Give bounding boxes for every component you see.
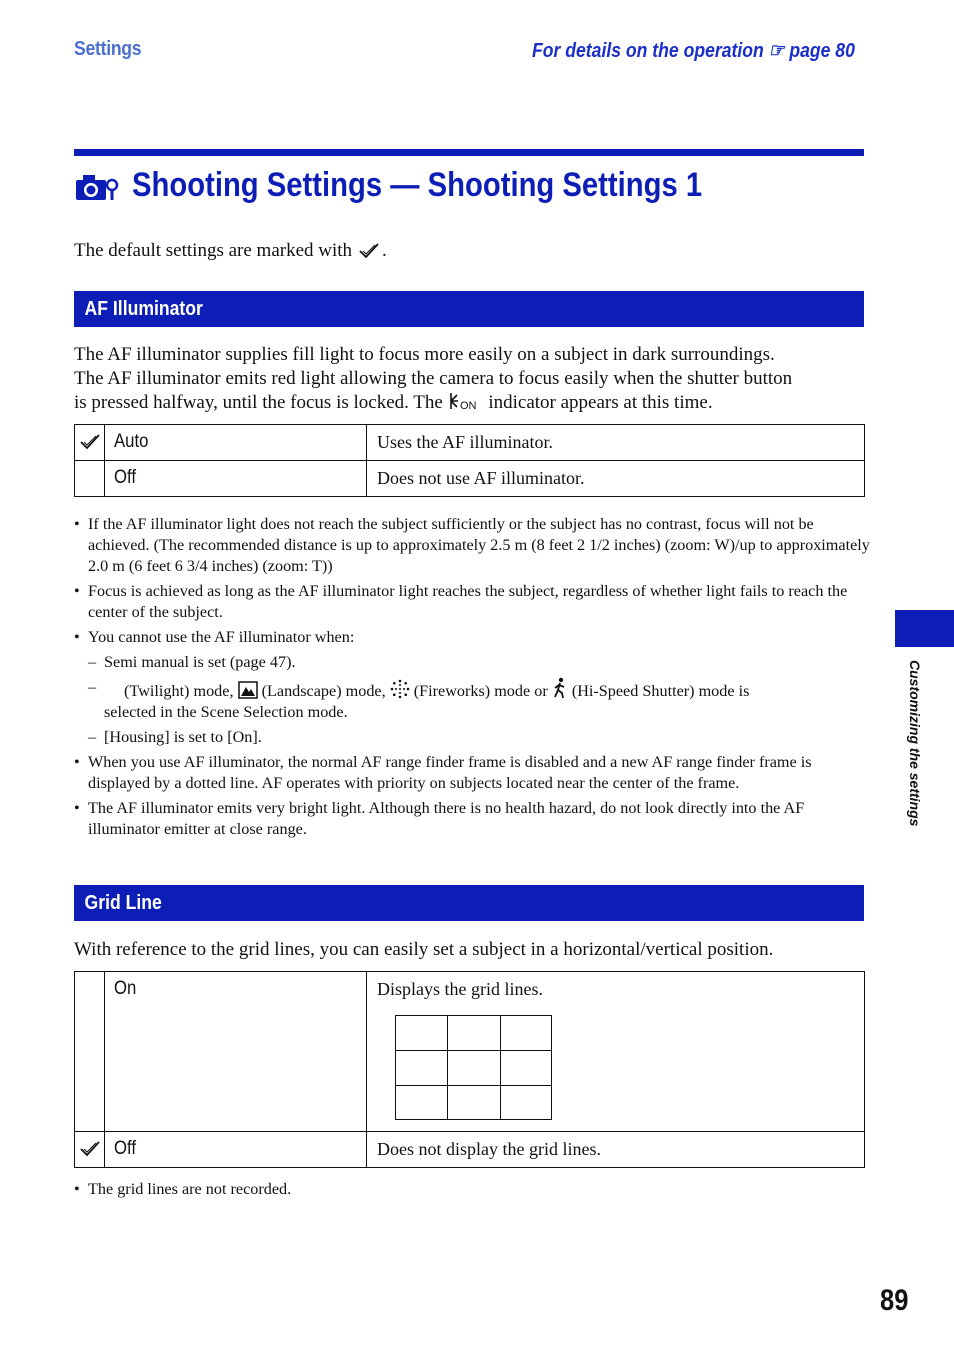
note-bullet: • You cannot use the AF illuminator when:	[74, 627, 874, 648]
note-dash: – [Housing] is set to [On].	[88, 728, 262, 746]
default-marker	[75, 425, 105, 461]
option-name	[105, 972, 367, 1132]
title-rule	[74, 149, 864, 156]
option-name-text: Auto	[114, 431, 149, 452]
note-text: (Twilight) mode,	[124, 682, 234, 700]
option-name	[105, 1132, 367, 1168]
option-name	[105, 425, 367, 461]
note-text: (Fireworks) mode or	[413, 682, 548, 700]
af-para-line-3b: indicator appears at this time.	[488, 392, 713, 413]
landscape-icon	[238, 681, 258, 699]
table-row[interactable]	[75, 1132, 865, 1168]
table-row[interactable]	[75, 425, 865, 461]
note-bullet: • Focus is achieved as long as the AF illuminator light reaches the subject, regardless of whether light fails to reach the center of the subject.	[74, 581, 874, 623]
af-notes	[74, 514, 874, 844]
option-name-text: On	[114, 978, 137, 999]
note-bullet: • The AF illuminator emits very bright light. Although there is no health hazard, do not look directly into the AF illuminator emitter at close range.	[74, 798, 874, 840]
af-para-line-3a: is pressed halfway, until the focus is locked. The	[74, 392, 443, 413]
intro-text	[74, 240, 387, 262]
twilight-icon	[104, 681, 120, 699]
af-heading-text: AF Illuminator	[84, 297, 203, 320]
note-text: (Hi-Speed Shutter) mode is	[571, 682, 750, 700]
checkmark-icon	[358, 242, 380, 260]
intro-before: The default settings are marked with	[74, 240, 353, 261]
af-para-line-2: The AF illuminator emits red light allowing the camera to focus easily when the shutter button	[74, 368, 793, 389]
note-text: selected in the Scene Selection mode.	[104, 703, 348, 721]
note-text: (Landscape) mode,	[261, 682, 386, 700]
af-para-line-1: The AF illuminator supplies fill light to focus more easily on a subject in dark surroundings.	[74, 344, 775, 365]
af-para-line-3	[74, 391, 874, 415]
note-dash: – (Twilight) mode, (Landscape) mode, (Fireworks) mode or (Hi-Speed Shutter) mode is selected in the Scene Selection mode.	[74, 677, 874, 723]
header-details-link[interactable]: For details on the operation ☞ page 80	[532, 40, 855, 62]
section-heading-af-illuminator	[74, 291, 864, 327]
camera-settings-icon	[74, 172, 120, 202]
option-name	[105, 461, 367, 497]
note-dash: – Semi manual is set (page 47).	[88, 653, 296, 671]
grid-description: With reference to the grid lines, you can easily set a subject in a horizontal/vertical position.	[74, 939, 774, 960]
section-heading-grid-line	[74, 885, 864, 921]
page-title-text: Shooting Settings — Shooting Settings 1	[132, 165, 703, 204]
grid-lines-illustration	[395, 1015, 552, 1120]
option-name-text: Off	[114, 1138, 136, 1159]
af-illuminator-on-icon	[448, 391, 484, 411]
note-dash-text: [Housing] is set to [On].	[104, 728, 262, 746]
default-marker	[75, 1132, 105, 1168]
checkmark-icon	[79, 432, 101, 452]
option-name-text: Off	[114, 467, 136, 488]
default-marker	[75, 972, 105, 1132]
side-section-label: Customizing the settings	[907, 660, 923, 827]
side-tab-marker	[895, 610, 954, 647]
grid-notes	[74, 1179, 874, 1204]
af-description	[74, 343, 874, 415]
option-description: Does not use AF illuminator.	[367, 461, 865, 497]
checkmark-icon	[79, 1139, 101, 1159]
fireworks-icon	[390, 679, 410, 699]
grid-heading-text: Grid Line	[84, 891, 162, 914]
af-options-table	[74, 424, 865, 497]
note-bullet: • The grid lines are not recorded.	[74, 1179, 874, 1200]
svg-text:ON: ON	[459, 400, 477, 411]
hi-speed-shutter-icon	[552, 677, 568, 699]
option-description: Does not display the grid lines.	[367, 1132, 865, 1168]
table-row[interactable]	[75, 461, 865, 497]
default-marker	[75, 461, 105, 497]
note-bullet: • When you use AF illuminator, the normal AF range finder frame is disabled and a new AF range finder frame is displayed by a dotted line. AF operates with priority on subjects located near the center of the frame.	[74, 752, 874, 794]
intro-after: .	[382, 240, 387, 261]
page-number: 89	[879, 1284, 908, 1317]
page-title	[74, 160, 795, 210]
option-description: Displays the grid lines.	[367, 972, 865, 1132]
option-description: Uses the AF illuminator.	[367, 425, 865, 461]
note-bullet: • If the AF illuminator light does not reach the subject sufficiently or the subject has no contrast, focus will not be achieved. (The recommended distance is up to approximately 2.5 m (8 feet 2 1/2 inches) (zoom: W)/up to approximately 2.0 m (6 feet 6 3/4 inches) (zoom: T))	[74, 514, 874, 577]
header-section-label: Settings	[74, 38, 142, 60]
note-dash-text: Semi manual is set (page 47).	[104, 653, 296, 671]
